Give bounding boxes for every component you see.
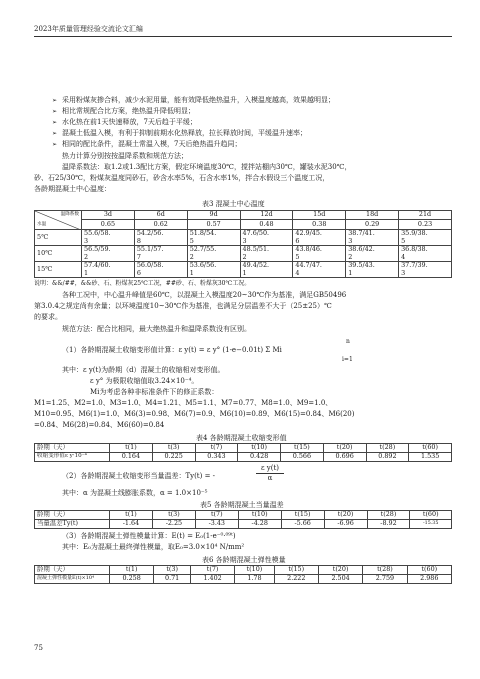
column-header: t(15)	[281, 444, 324, 453]
column-header: t(1)	[110, 566, 154, 575]
column-header: t(10)	[238, 511, 281, 520]
paragraph-line: 温降系数法：取1.2或1.3配比方案，假定环境温度30℃，搅拌站棚内30℃，罐装水泥30℃，	[62, 163, 352, 171]
temp-cell: 54.2/56. 8	[134, 230, 187, 246]
definition-line: Mi为考虑各种非标准条件下的修正系数：	[90, 388, 219, 396]
value-cell: 2.986	[407, 575, 451, 584]
value-cell: 0.164	[110, 453, 153, 462]
list-item: ➢ 相同的配比条件，混凝土常温入模，7天后绝热温升趋同；	[52, 140, 242, 148]
elastic-modulus-formula: （3）各龄期混凝土弹性模量计算：E(t) = E₀(1-e⁻⁰·⁰⁹ᵗ)	[62, 532, 236, 540]
paragraph-line: 各龄期混凝土中心温度：	[34, 185, 111, 193]
column-header: t(10)	[238, 444, 281, 453]
column-header: t(20)	[324, 511, 367, 520]
value-cell: 0.71	[154, 575, 191, 584]
column-header: t(20)	[323, 444, 366, 453]
coef-cell: 0.48	[240, 220, 293, 230]
age-header: 9d	[187, 211, 240, 220]
coef-cell: 0.62	[134, 220, 187, 230]
definition-line: M10=0.95、M6(1)=1.0、M6(3)=0.98、M6(7)=0.9、M6(10)=0.89、M6(15)=0.84、M6(20)	[34, 410, 355, 418]
value-cell: -5.66	[281, 520, 324, 529]
table-row	[35, 453, 452, 462]
age-header: 6d	[134, 211, 187, 220]
column-header: t(28)	[363, 566, 407, 575]
value-cell: 0.225	[152, 453, 195, 462]
temp-cell: 51.8/54. 5	[187, 230, 240, 246]
header-rule	[34, 36, 452, 37]
column-header: t(7)	[190, 566, 234, 575]
fraction-numerator: ε y(t)	[256, 464, 284, 474]
definition-line: 其中：ε y(t)为龄期（d）混凝土的收缩相对变形值。	[62, 366, 225, 374]
temp-cell: 52.7/55. 2	[187, 246, 240, 262]
column-header: 龄期（天）	[35, 511, 110, 520]
value-cell: 2.222	[274, 575, 318, 584]
paragraph-line: 砂、石25/30℃，粉煤灰温度同砂石，砂含水率5%，石含水率1%，拌合水假设三个温度工况，	[34, 174, 330, 182]
table-caption: 表4 各龄期混凝土收缩变形值	[196, 434, 287, 442]
column-header: t(1)	[110, 444, 153, 453]
value-cell: 1.535	[409, 453, 452, 462]
column-header: t(28)	[366, 444, 409, 453]
shrinkage-formula: （1）各龄期混凝土收缩变形值计算：ε y(t) = ε y° (1-e−0.01t) Σ Mi	[62, 346, 282, 354]
temp-cell: 44.7/47. 4	[293, 262, 346, 278]
coef-cell: 0.23	[399, 220, 452, 230]
running-header: 2023年质量管理经验交流论文汇编	[34, 25, 143, 33]
table-caption: 表5 各龄期混凝土当量温差	[200, 501, 284, 509]
column-header: t(3)	[154, 566, 191, 575]
sum-upper-limit: n	[346, 338, 350, 345]
water-temp-label: 5℃	[35, 230, 82, 246]
column-header: t(60)	[410, 511, 452, 520]
value-cell: -1.64	[110, 520, 153, 529]
table-header-row	[35, 511, 452, 520]
diagonal-header-cell: 温降系数 水温	[35, 211, 82, 230]
fraction-denominator: α	[267, 474, 273, 482]
column-header: t(7)	[195, 444, 238, 453]
table-caption: 表3 混凝土中心温度	[202, 200, 265, 208]
list-item: ➢ 水化热在前1天快速释放，7天后趋于平缓；	[52, 118, 197, 126]
temp-cell: 37.7/39. 3	[399, 262, 452, 278]
temp-cell: 38.6/42. 2	[346, 246, 399, 262]
water-temp-label: 10℃	[35, 246, 82, 262]
temp-cell: 55.1/57. 7	[134, 246, 187, 262]
table-row	[35, 520, 452, 529]
paragraph-line: 规范方法：配合比相同，最大绝热温升和温降系数没有区别。	[62, 325, 251, 333]
age-header: 3d	[82, 211, 135, 220]
coef-cell: 0.65	[82, 220, 135, 230]
age-header: 18d	[346, 211, 399, 220]
value-cell: -4.28	[238, 520, 281, 529]
temp-cell: 38.7/41. 3	[346, 230, 399, 246]
definition-line: 其中：α 为混凝土线膨胀系数，α = 1.0×10⁻⁵	[62, 489, 208, 497]
row-label: 混凝土弹性模量E(t)×10⁴	[35, 575, 110, 584]
list-item: ➢ 采用粉煤灰掺合料，减少水泥用量，能有效降低绝热温升，入模温度越高，效果越明显；	[52, 96, 335, 104]
column-header: t(1)	[110, 511, 153, 520]
coef-cell: 0.57	[187, 220, 240, 230]
temp-cell: 56.0/58. 6	[134, 262, 187, 278]
coef-cell: 0.38	[293, 220, 346, 230]
row-label: 收缩变形值ε y·10⁻⁴	[35, 453, 110, 462]
temp-cell: 39.5/43. 1	[346, 262, 399, 278]
row-label: 当量温差Ty(t)	[35, 520, 110, 529]
table-row	[35, 246, 452, 262]
temp-cell: 49.4/52. 1	[240, 262, 293, 278]
center-temperature-table	[34, 210, 452, 278]
column-header: t(10)	[235, 566, 274, 575]
arrow-bullet-icon: ➢	[52, 97, 58, 104]
temp-cell: 43.8/46. 5	[293, 246, 346, 262]
arrow-bullet-icon: ➢	[52, 130, 58, 137]
paragraph-line: 热力计算分别按按温降系数和规范方法；	[62, 152, 188, 160]
value-cell: 0.343	[195, 453, 238, 462]
value-cell: 2.504	[318, 575, 362, 584]
sum-lower-limit: i=1	[342, 356, 353, 363]
table-row	[35, 230, 452, 246]
column-header: t(3)	[152, 511, 195, 520]
equivalent-temp-table	[34, 510, 452, 529]
paragraph-line: 各种工况中，中心温升峰值是60℃，以混凝土入模温度20~30℃作为基准，满足GB50496	[62, 291, 347, 299]
definition-line: M1=1.25、M2=1.0、M3=1.0、M4=1.21、M5=1.1、M7=0.77、M8=1.0、M9=1.0、	[34, 399, 333, 407]
value-cell: 0.258	[110, 575, 154, 584]
temp-cell: 47.6/50. 3	[240, 230, 293, 246]
bullet-list	[52, 96, 335, 151]
temp-cell: 36.8/38. 4	[399, 246, 452, 262]
table-caption: 表6 各龄期混凝土弹性模量	[202, 556, 286, 564]
value-cell: 1.78	[235, 575, 274, 584]
column-header: t(15)	[274, 566, 318, 575]
age-header: 15d	[293, 211, 346, 220]
table-header-row	[35, 444, 452, 453]
temp-cell: 56.5/59. 2	[82, 246, 135, 262]
table-row	[35, 262, 452, 278]
shrinkage-table	[34, 443, 452, 462]
value-cell: -3.43	[195, 520, 238, 529]
definition-line: =0.84、M6(28)=0.84、M6(60)=0.84	[34, 421, 165, 429]
elastic-modulus-table	[34, 565, 452, 584]
paragraph-line: 第3.0.4之规定尚有余量；以环境温度10~30℃作为基准，也满足分层温差不大于（25±25）℃	[34, 302, 332, 310]
value-cell: -2.25	[152, 520, 195, 529]
column-header: t(60)	[409, 444, 452, 453]
column-header: t(3)	[152, 444, 195, 453]
column-header: t(20)	[318, 566, 362, 575]
value-cell: 1.402	[190, 575, 234, 584]
column-header: t(60)	[407, 566, 451, 575]
column-header: 龄期（天）	[35, 566, 110, 575]
temp-cell: 35.9/38. 5	[399, 230, 452, 246]
paragraph-line: 的要求。	[34, 313, 62, 321]
list-item: ➢ 混凝土低温入模，有利于抑制前期水化热释放，拉长释放时间，平缓温升速率；	[52, 129, 307, 137]
age-header: 21d	[399, 211, 452, 220]
value-cell: 0.892	[366, 453, 409, 462]
table-row	[35, 575, 452, 584]
definition-line: 其中：E₀为混凝土最终弹性模量，取E₀=3.0×10⁴ N/mm²	[62, 543, 245, 551]
value-cell: 0.428	[238, 453, 281, 462]
arrow-bullet-icon: ➢	[52, 119, 58, 126]
equivalent-temp-formula: （2）各龄期混凝土收缩变形当量温差：Ty(t) = -	[62, 472, 216, 480]
table-header-row	[35, 566, 452, 575]
temp-cell: 57.4/60. 1	[82, 262, 135, 278]
list-item: ➢ 相比常规配合比方案，绝热温升降低明显；	[52, 107, 195, 115]
value-cell: -15.35	[410, 520, 452, 529]
temp-cell: 48.5/51. 2	[240, 246, 293, 262]
column-header: t(7)	[195, 511, 238, 520]
column-header: t(28)	[367, 511, 410, 520]
value-cell: 0.696	[323, 453, 366, 462]
value-cell: -6.96	[324, 520, 367, 529]
arrow-bullet-icon: ➢	[52, 141, 58, 148]
table-note: 说明：&&/##，&&砂、石、粉煤灰25℃工况，##砂、石、粉煤灰30℃工况。	[34, 280, 251, 287]
arrow-bullet-icon: ➢	[52, 108, 58, 115]
temp-cell: 55.6/58. 3	[82, 230, 135, 246]
column-header: t(15)	[281, 511, 324, 520]
value-cell: 2.759	[363, 575, 407, 584]
definition-line: ε y° 为极限收缩值取3.24×10⁻⁴。	[90, 377, 199, 385]
temp-cell: 53.6/56. 1	[187, 262, 240, 278]
water-temp-label: 15℃	[35, 262, 82, 278]
value-cell: 0.566	[281, 453, 324, 462]
page-number: 75	[34, 644, 43, 652]
coef-cell: 0.29	[346, 220, 399, 230]
age-header: 12d	[240, 211, 293, 220]
temp-cell: 42.9/45. 6	[293, 230, 346, 246]
value-cell: -8.92	[367, 520, 410, 529]
column-header: 龄期（天）	[35, 444, 110, 453]
